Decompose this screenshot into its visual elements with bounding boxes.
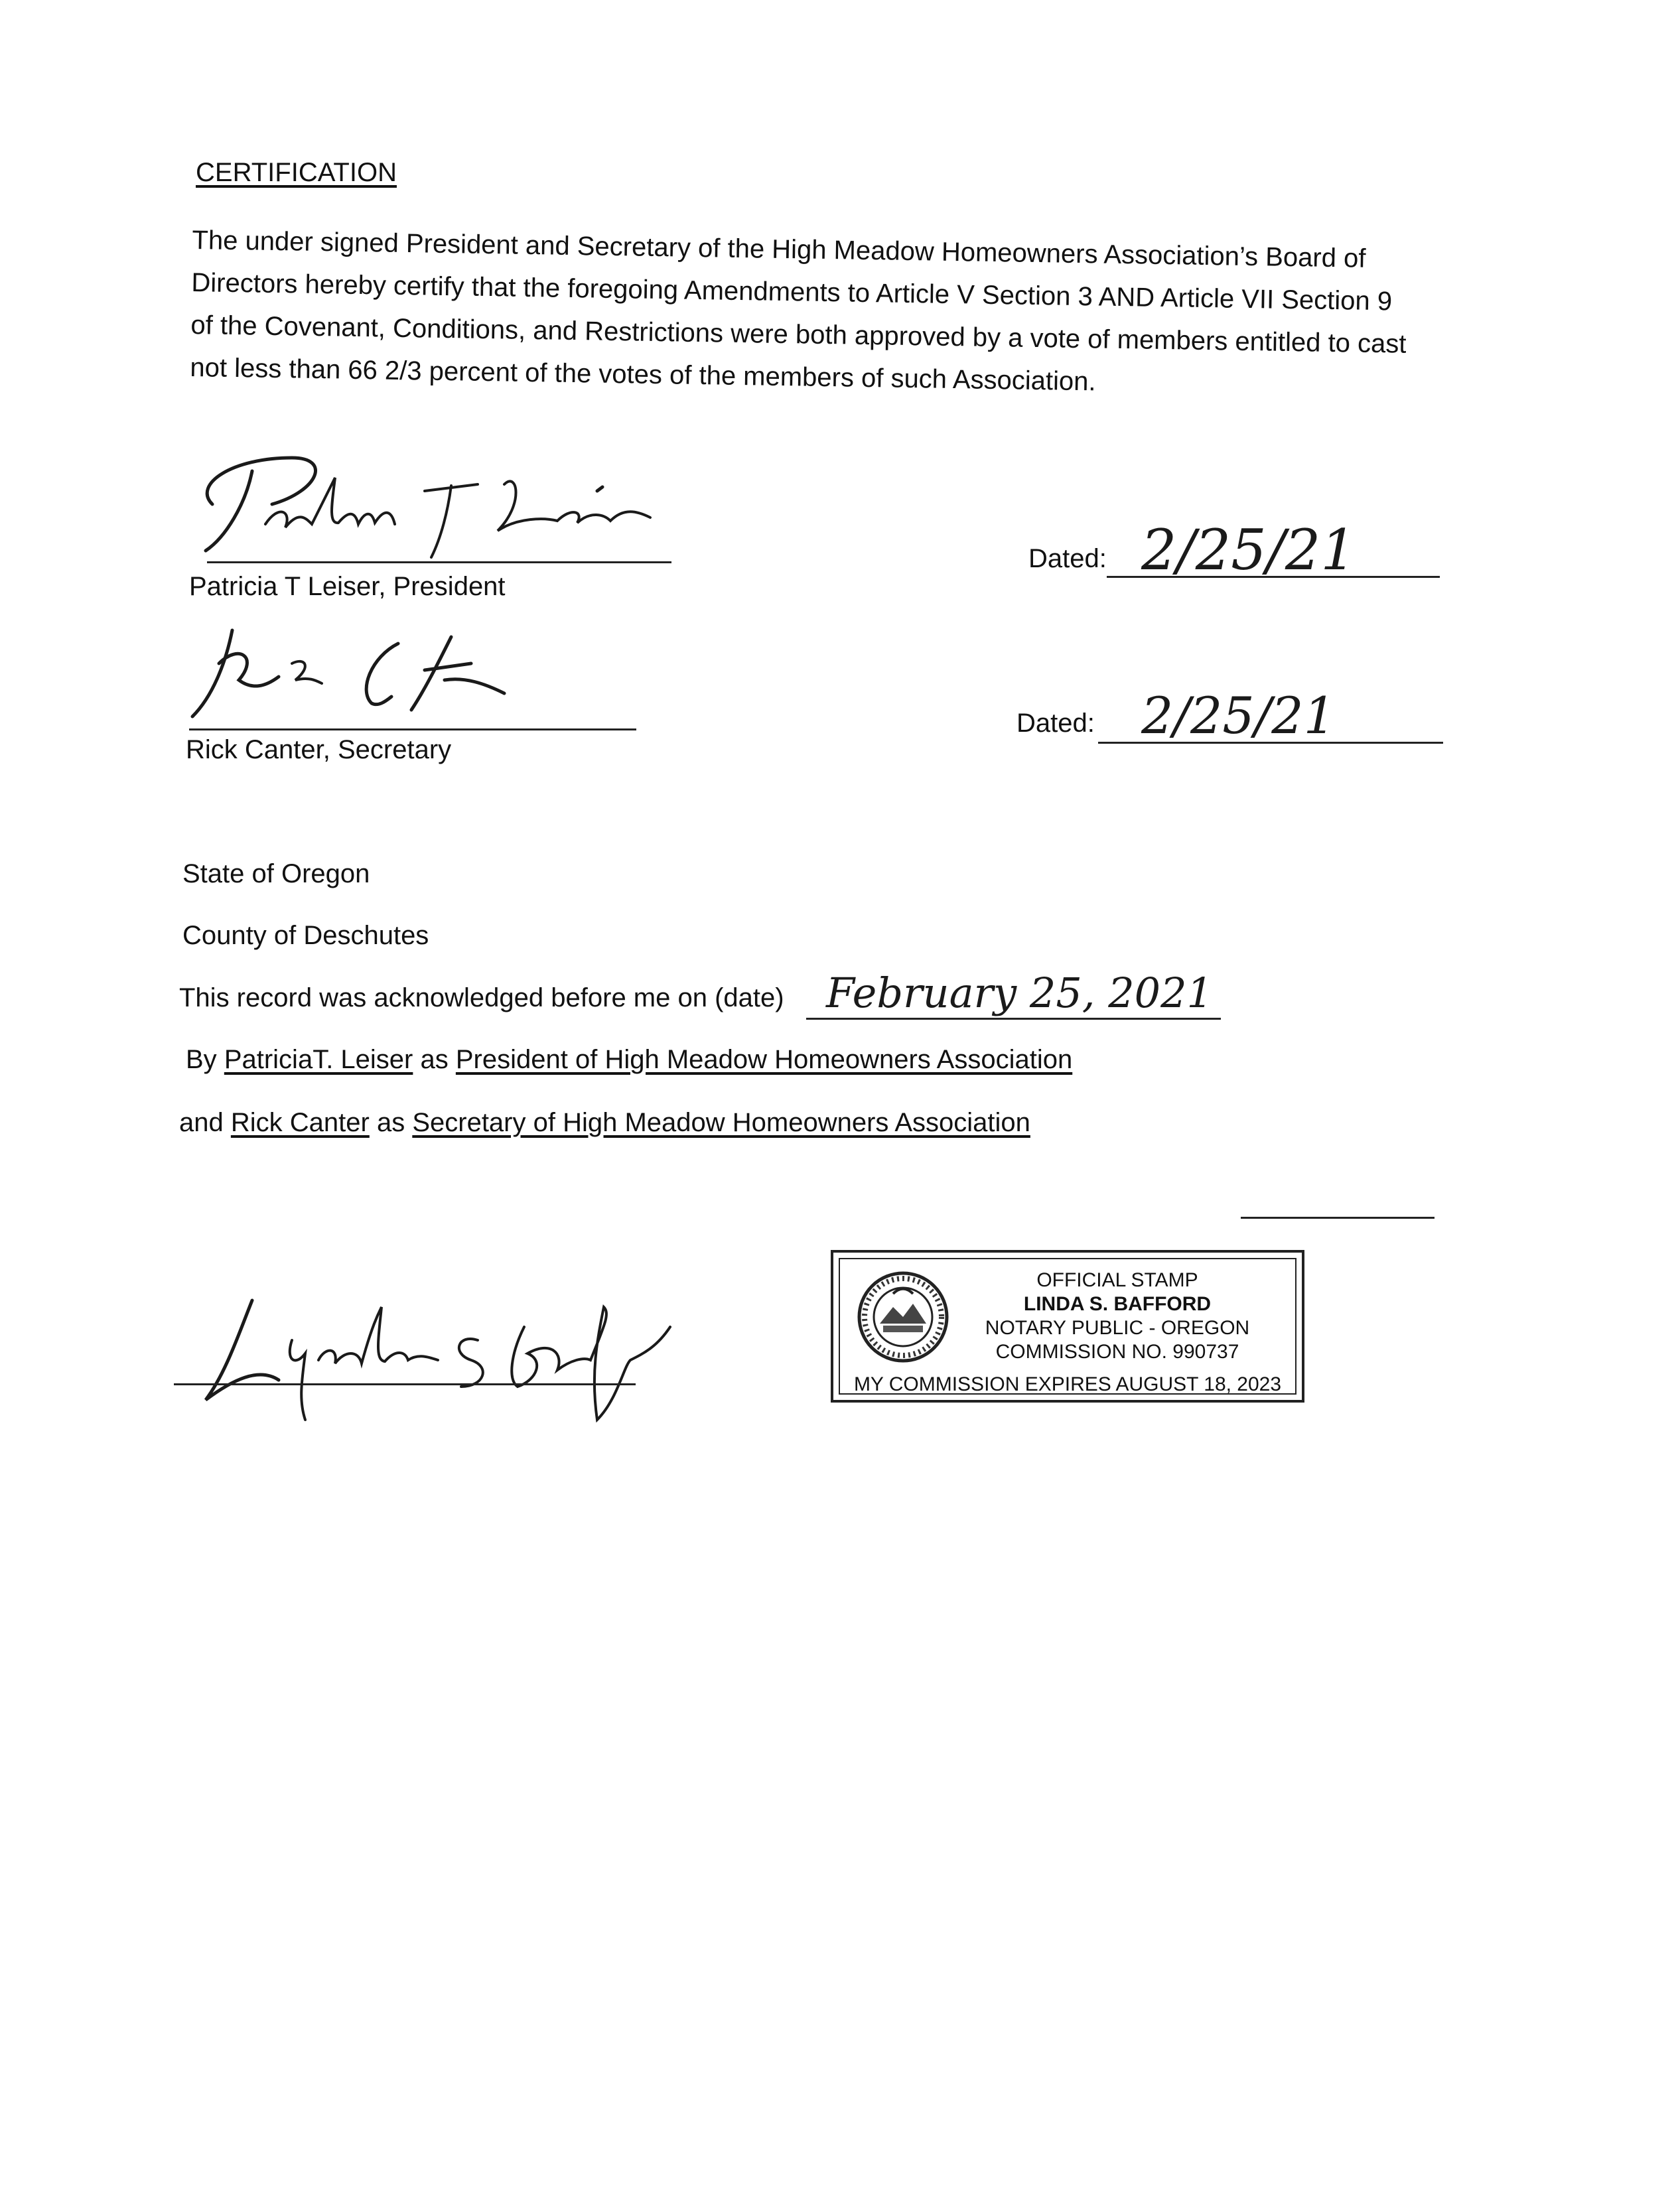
by-name: PatriciaT. Leiser xyxy=(224,1045,413,1074)
notary-state: State of Oregon xyxy=(182,859,370,888)
official-stamp xyxy=(831,1250,1304,1403)
secretary-name-title: Rick Canter, Secretary xyxy=(186,735,452,764)
and-as-label: as xyxy=(376,1108,405,1137)
notary-acknowledgment-date: February 25, 2021 xyxy=(826,969,1214,1017)
notary-date-line xyxy=(806,1018,1221,1020)
paragraph-line: Directors hereby certify that the foregoing Amendments to Article V Section 3 AND Article VII Section 9 xyxy=(191,267,1393,316)
and-label: and xyxy=(179,1108,224,1137)
president-dated-value: 2/25/21 xyxy=(1141,518,1356,583)
stamp-notary-public: NOTARY PUBLIC - OREGON xyxy=(985,1317,1250,1339)
president-signature-line xyxy=(207,561,671,563)
notary-signature-line xyxy=(174,1383,636,1385)
stamp-notary-name: LINDA S. BAFFORD xyxy=(1023,1293,1212,1315)
president-name-title: Patricia T Leiser, President xyxy=(189,572,506,601)
by-as-label: as xyxy=(420,1045,449,1074)
stamp-inner-border xyxy=(839,1258,1296,1395)
notary-county: County of Deschutes xyxy=(182,921,429,950)
paragraph-line: not less than 66 2/3 percent of the votes of the members of such Association. xyxy=(190,352,1096,397)
certification-heading: CERTIFICATION xyxy=(196,158,397,187)
secretary-dated-value: 2/25/21 xyxy=(1141,686,1336,745)
notary-and-line xyxy=(179,1108,1030,1138)
paragraph-line: of the Covenant, Conditions, and Restrictions were both approved by a vote of members entitled to cast xyxy=(190,310,1407,359)
by-label: By xyxy=(186,1045,217,1074)
and-name: Rick Canter xyxy=(230,1108,370,1137)
blank-line xyxy=(1241,1217,1435,1219)
notary-acknowledgment-label: This record was acknowledged before me on (date) xyxy=(179,983,784,1012)
stamp-commission-number: COMMISSION NO. 990737 xyxy=(995,1341,1239,1363)
stamp-text-block xyxy=(940,1269,1295,1364)
and-title: Secretary of High Meadow Homeowners Association xyxy=(412,1108,1030,1137)
stamp-title: OFFICIAL STAMP xyxy=(1036,1269,1198,1291)
president-dated-label: Dated: xyxy=(1028,544,1107,573)
notary-signature xyxy=(166,1287,710,1446)
secretary-dated-label: Dated: xyxy=(1016,709,1095,738)
state-seal-icon xyxy=(853,1267,953,1367)
paragraph-line: The under signed President and Secretary of the High Meadow Homeowners Association’s Board of xyxy=(192,225,1366,273)
president-signature xyxy=(173,445,677,571)
by-title: President of High Meadow Homeowners Association xyxy=(455,1045,1073,1074)
stamp-commission-expires: MY COMMISSION EXPIRES AUGUST 18, 2023 xyxy=(853,1373,1282,1395)
certification-paragraph xyxy=(190,219,1519,409)
secretary-signature xyxy=(173,617,544,730)
secretary-signature-line xyxy=(189,728,636,730)
notary-by-line xyxy=(186,1045,1072,1075)
